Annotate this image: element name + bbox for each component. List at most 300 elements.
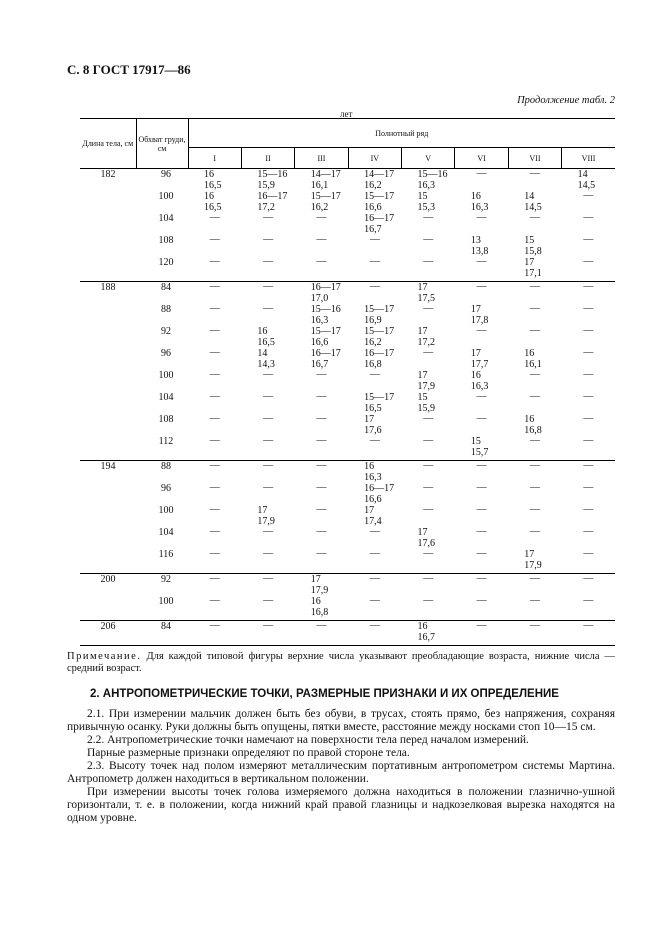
age-range: —	[316, 435, 327, 446]
table-row	[80, 348, 615, 370]
header-fullness-col: III	[295, 148, 348, 169]
age-range: 15—16	[257, 169, 288, 180]
age-cell	[455, 621, 508, 646]
age-range: —	[583, 435, 594, 446]
age-range: 16—17	[310, 282, 341, 293]
age-cell	[241, 392, 294, 414]
mean-age: 17,7	[470, 358, 489, 370]
age-cell	[508, 461, 561, 484]
table-row	[80, 549, 615, 574]
chest-girth-cell: 108	[158, 414, 174, 425]
age-cell	[402, 348, 455, 370]
age-cell	[562, 505, 615, 527]
age-range: —	[583, 504, 594, 515]
age-range: 16	[470, 191, 481, 202]
age-range: —	[583, 595, 594, 606]
age-cell	[508, 370, 561, 392]
age-cell	[402, 326, 455, 348]
age-range: 17	[417, 282, 428, 293]
age-cell	[241, 282, 294, 305]
age-range: 15—17	[364, 191, 395, 202]
age-cell	[348, 257, 401, 282]
age-range: —	[369, 573, 380, 584]
age-range: 15—17	[310, 326, 341, 337]
chest-girth-cell: 104	[158, 527, 174, 538]
age-cell	[188, 213, 241, 235]
age-cell	[455, 527, 508, 549]
age-cell	[508, 235, 561, 257]
mean-age: 16,8	[524, 424, 542, 436]
age-cell	[348, 282, 401, 305]
table-row	[80, 257, 615, 282]
mean-age: 17,2	[257, 201, 275, 213]
age-cell	[188, 304, 241, 326]
age-range: —	[316, 482, 327, 493]
body-length-cell: 206	[100, 621, 116, 632]
page-header: С. 8 ГОСТ 17917—86	[67, 62, 191, 77]
size-table	[80, 118, 615, 646]
age-range: —	[423, 234, 434, 245]
age-range: 15	[524, 235, 535, 246]
age-range: 14	[524, 191, 535, 202]
mean-age: 16,2	[364, 336, 382, 348]
age-cell	[402, 191, 455, 213]
age-cell	[188, 326, 241, 348]
age-cell	[562, 282, 615, 305]
age-cell	[508, 483, 561, 505]
table-row	[80, 235, 615, 257]
age-cell	[295, 213, 348, 235]
mean-age: 16,5	[364, 402, 382, 414]
age-cell	[241, 549, 294, 574]
age-cell	[562, 461, 615, 484]
header-fullness-col: VI	[455, 148, 508, 169]
age-range: 17	[310, 574, 321, 585]
age-range: —	[316, 526, 327, 537]
mean-age: 16,6	[364, 201, 382, 213]
age-range: —	[583, 234, 594, 245]
age-range: —	[263, 369, 274, 380]
age-cell	[455, 257, 508, 282]
age-cell	[295, 257, 348, 282]
age-cell	[348, 326, 401, 348]
age-range: —	[316, 504, 327, 515]
table-row	[80, 621, 615, 646]
age-cell	[562, 549, 615, 574]
age-cell	[508, 527, 561, 549]
age-range: 17	[524, 257, 535, 268]
age-range: —	[316, 460, 327, 471]
mean-age: 13,8	[470, 245, 489, 257]
table-row	[80, 505, 615, 527]
age-range: —	[423, 413, 434, 424]
age-range: 16	[310, 596, 321, 607]
age-range: —	[369, 234, 380, 245]
age-range: —	[529, 369, 540, 380]
age-cell	[241, 370, 294, 392]
age-range: —	[209, 482, 220, 493]
age-cell	[508, 326, 561, 348]
table-row	[80, 169, 615, 192]
age-range: —	[529, 595, 540, 606]
age-range: 15—17	[364, 304, 395, 315]
age-cell	[348, 191, 401, 213]
age-range: —	[423, 460, 434, 471]
mean-age: 17,9	[310, 584, 329, 596]
age-range: 14	[257, 348, 268, 359]
header-fullness-col: II	[241, 148, 294, 169]
age-cell	[402, 505, 455, 527]
age-cell	[562, 483, 615, 505]
age-range: —	[369, 369, 380, 380]
age-cell	[241, 348, 294, 370]
table-row	[80, 574, 615, 597]
age-cell	[348, 169, 401, 192]
age-cell	[295, 326, 348, 348]
age-cell	[241, 304, 294, 326]
mean-age: 14,5	[524, 201, 542, 213]
age-cell	[562, 596, 615, 621]
age-cell	[348, 596, 401, 621]
mean-age: 17,2	[417, 336, 435, 348]
age-cell	[562, 574, 615, 597]
age-cell	[402, 549, 455, 574]
age-cell	[241, 191, 294, 213]
chest-girth-cell: 96	[161, 348, 171, 359]
age-cell	[455, 392, 508, 414]
age-cell	[241, 213, 294, 235]
age-cell	[402, 169, 455, 192]
age-range: —	[423, 504, 434, 515]
age-cell	[188, 483, 241, 505]
age-range: 16	[204, 169, 214, 180]
age-range: —	[209, 347, 220, 358]
mean-age: 15,7	[470, 446, 489, 458]
age-range: —	[209, 620, 220, 631]
age-range: —	[316, 256, 327, 267]
age-range: —	[529, 303, 540, 314]
age-cell	[188, 169, 241, 192]
length-group	[80, 461, 615, 574]
age-range: —	[476, 482, 487, 493]
age-cell	[295, 596, 348, 621]
age-range: 16	[204, 191, 214, 202]
mean-age: 16,7	[310, 358, 329, 370]
chest-girth-cell: 96	[161, 169, 171, 180]
age-cell	[562, 414, 615, 436]
age-range: —	[369, 548, 380, 559]
age-cell	[402, 213, 455, 235]
age-range: 15—17	[310, 191, 341, 202]
age-range: 14—17	[310, 169, 341, 180]
header-fullness-col: IV	[348, 148, 401, 169]
mean-age: 17,9	[524, 559, 542, 571]
table-note	[67, 651, 615, 675]
paragraph: Парные размерные признаки определяют по правой стороне тела.	[87, 747, 410, 759]
age-cell	[188, 527, 241, 549]
header-fullness-row: Полнотный ряд	[188, 119, 615, 148]
mean-age: 16,7	[364, 223, 382, 235]
mean-age: 16,3	[470, 380, 489, 392]
age-range: —	[209, 325, 220, 336]
age-cell	[402, 621, 455, 646]
age-cell	[402, 235, 455, 257]
mean-age: 16,3	[417, 179, 435, 191]
age-range: —	[316, 548, 327, 559]
age-cell	[348, 213, 401, 235]
age-cell	[562, 621, 615, 646]
mean-age: 16,2	[364, 179, 382, 191]
age-cell	[508, 348, 561, 370]
age-cell	[241, 257, 294, 282]
age-cell	[241, 235, 294, 257]
age-cell	[295, 392, 348, 414]
age-range: —	[209, 234, 220, 245]
mean-age: 16,6	[310, 336, 329, 348]
age-range: —	[209, 548, 220, 559]
age-range: —	[476, 256, 487, 267]
age-range: —	[369, 256, 380, 267]
age-range: —	[476, 212, 487, 223]
age-range: —	[583, 256, 594, 267]
age-range: —	[263, 256, 274, 267]
age-range: —	[209, 526, 220, 537]
table-continuation-label: Продолжение табл. 2	[517, 95, 615, 106]
age-cell	[295, 370, 348, 392]
age-range: —	[263, 281, 274, 292]
age-range: 16	[524, 414, 535, 425]
age-cell	[402, 527, 455, 549]
age-cell	[188, 235, 241, 257]
age-range: —	[263, 526, 274, 537]
age-range: 16	[470, 370, 481, 381]
age-cell	[562, 191, 615, 213]
mean-age: 16,5	[257, 336, 275, 348]
age-cell	[348, 574, 401, 597]
paragraph: При измерении высоты точек голова измеряемого должна находиться в положении глазнично-ушной горизонтали, т. е. в положении, когда нижний край правой глазницы и надкозелковая вырезка находятся на одном уровне.	[67, 786, 615, 824]
age-range: —	[583, 212, 594, 223]
age-cell	[348, 527, 401, 549]
age-range: 14—17	[364, 169, 395, 180]
chest-girth-cell: 104	[158, 392, 174, 403]
age-range: —	[209, 303, 220, 314]
table-row	[80, 191, 615, 213]
age-cell	[241, 326, 294, 348]
chest-girth-cell: 116	[158, 549, 174, 560]
age-cell	[348, 304, 401, 326]
header-fullness-col: VII	[508, 148, 561, 169]
chest-girth-cell: 100	[158, 505, 174, 516]
body-length-cell: 200	[100, 574, 116, 585]
age-cell	[508, 169, 561, 192]
age-cell	[508, 596, 561, 621]
mean-age: 16,3	[364, 471, 382, 483]
age-cell	[455, 436, 508, 461]
table-row	[80, 483, 615, 505]
age-cell	[295, 235, 348, 257]
age-range: —	[583, 325, 594, 336]
table-row	[80, 370, 615, 392]
age-cell	[348, 370, 401, 392]
age-cell	[562, 213, 615, 235]
age-cell	[402, 370, 455, 392]
age-cell	[508, 549, 561, 574]
age-cell	[188, 392, 241, 414]
age-range: 16—17	[310, 348, 341, 359]
mean-age: 16,5	[204, 179, 222, 191]
paragraph: 2.2. Антропометрические точки намечают на поверхности тела перед началом измерений.	[87, 734, 529, 746]
body-length-cell: 188	[100, 282, 116, 293]
age-cell	[508, 392, 561, 414]
age-range: —	[209, 212, 220, 223]
age-range: —	[583, 369, 594, 380]
age-range: —	[476, 413, 487, 424]
age-range: —	[529, 391, 540, 402]
age-range: —	[369, 526, 380, 537]
note-text: Для каждой типовой фигуры верхние числа указывают преобладающие возраста, нижние числа — средний возраст.	[67, 651, 616, 674]
age-range: —	[263, 620, 274, 631]
mean-age: 17,4	[364, 515, 382, 527]
body-length-cell: 194	[100, 461, 116, 472]
age-cell	[455, 596, 508, 621]
age-cell	[402, 483, 455, 505]
age-range: —	[316, 391, 327, 402]
age-range: —	[529, 460, 540, 471]
mean-age: 15,9	[417, 402, 435, 414]
age-range: —	[423, 595, 434, 606]
age-range: —	[529, 435, 540, 446]
mean-age: 16,2	[310, 201, 329, 213]
chest-girth-cell: 84	[161, 282, 171, 293]
age-cell	[188, 414, 241, 436]
age-range: —	[529, 526, 540, 537]
age-range: —	[476, 504, 487, 515]
chest-girth-cell: 100	[158, 370, 174, 381]
age-range: —	[423, 256, 434, 267]
table-row	[80, 326, 615, 348]
age-cell	[348, 414, 401, 436]
age-range: —	[476, 168, 487, 179]
age-cell	[348, 483, 401, 505]
age-range: 15	[417, 191, 428, 202]
age-range: —	[529, 504, 540, 515]
age-cell	[241, 483, 294, 505]
age-cell	[455, 213, 508, 235]
age-cell	[188, 621, 241, 646]
mean-age: 16,6	[364, 493, 382, 505]
age-range: —	[423, 212, 434, 223]
age-cell	[455, 505, 508, 527]
age-cell	[402, 304, 455, 326]
age-cell	[455, 235, 508, 257]
age-cell	[455, 326, 508, 348]
age-range: —	[583, 620, 594, 631]
age-range: 16—17	[364, 348, 395, 359]
age-range: —	[369, 435, 380, 446]
mean-age: 15,8	[524, 245, 542, 257]
age-cell	[241, 621, 294, 646]
age-cell	[188, 191, 241, 213]
age-cell	[402, 257, 455, 282]
age-cell	[241, 574, 294, 597]
mean-age: 17,8	[470, 314, 489, 326]
mean-age: 16,1	[310, 179, 329, 191]
age-cell	[455, 414, 508, 436]
age-cell	[562, 370, 615, 392]
age-cell	[295, 304, 348, 326]
mean-age: 16,3	[470, 201, 489, 213]
age-cell	[188, 549, 241, 574]
age-cell	[348, 392, 401, 414]
age-cell	[295, 461, 348, 484]
age-cell	[188, 436, 241, 461]
age-cell	[348, 549, 401, 574]
age-cell	[402, 392, 455, 414]
age-cell	[188, 370, 241, 392]
mean-age: 16,5	[204, 201, 222, 213]
table-row	[80, 436, 615, 461]
mean-age: 14,3	[257, 358, 275, 370]
age-cell	[455, 370, 508, 392]
age-cell	[348, 505, 401, 527]
age-range: 14	[577, 169, 588, 180]
age-cell	[295, 191, 348, 213]
age-range: —	[423, 482, 434, 493]
age-range: —	[209, 413, 220, 424]
table-row	[80, 282, 615, 305]
age-range: —	[209, 256, 220, 267]
length-group	[80, 621, 615, 646]
age-range: —	[263, 303, 274, 314]
age-range: —	[476, 281, 487, 292]
age-cell	[348, 436, 401, 461]
age-cell	[562, 235, 615, 257]
header-fullness-col: V	[402, 148, 455, 169]
age-cell	[455, 461, 508, 484]
age-range: 16	[257, 326, 268, 337]
age-cell	[562, 326, 615, 348]
age-range: —	[583, 548, 594, 559]
age-cell	[188, 282, 241, 305]
age-range: —	[369, 595, 380, 606]
age-range: —	[209, 460, 220, 471]
mean-age: 17,5	[417, 292, 435, 304]
chest-girth-cell: 96	[161, 483, 171, 494]
age-range: 17	[417, 370, 428, 381]
age-range: 17	[364, 505, 375, 516]
age-range: —	[529, 168, 540, 179]
age-cell	[455, 483, 508, 505]
age-range: 15—17	[364, 392, 395, 403]
age-range: —	[583, 482, 594, 493]
age-range: —	[209, 504, 220, 515]
age-cell	[295, 414, 348, 436]
age-range: —	[263, 234, 274, 245]
age-cell	[508, 574, 561, 597]
age-cell	[562, 348, 615, 370]
age-cell	[455, 169, 508, 192]
table-row	[80, 213, 615, 235]
age-cell	[295, 527, 348, 549]
table-row	[80, 596, 615, 621]
age-range: —	[529, 281, 540, 292]
age-range: 15	[470, 436, 481, 447]
age-cell	[562, 392, 615, 414]
header-fullness-col: I	[188, 148, 241, 169]
age-range: —	[476, 620, 487, 631]
age-range: —	[316, 369, 327, 380]
age-range: —	[583, 391, 594, 402]
